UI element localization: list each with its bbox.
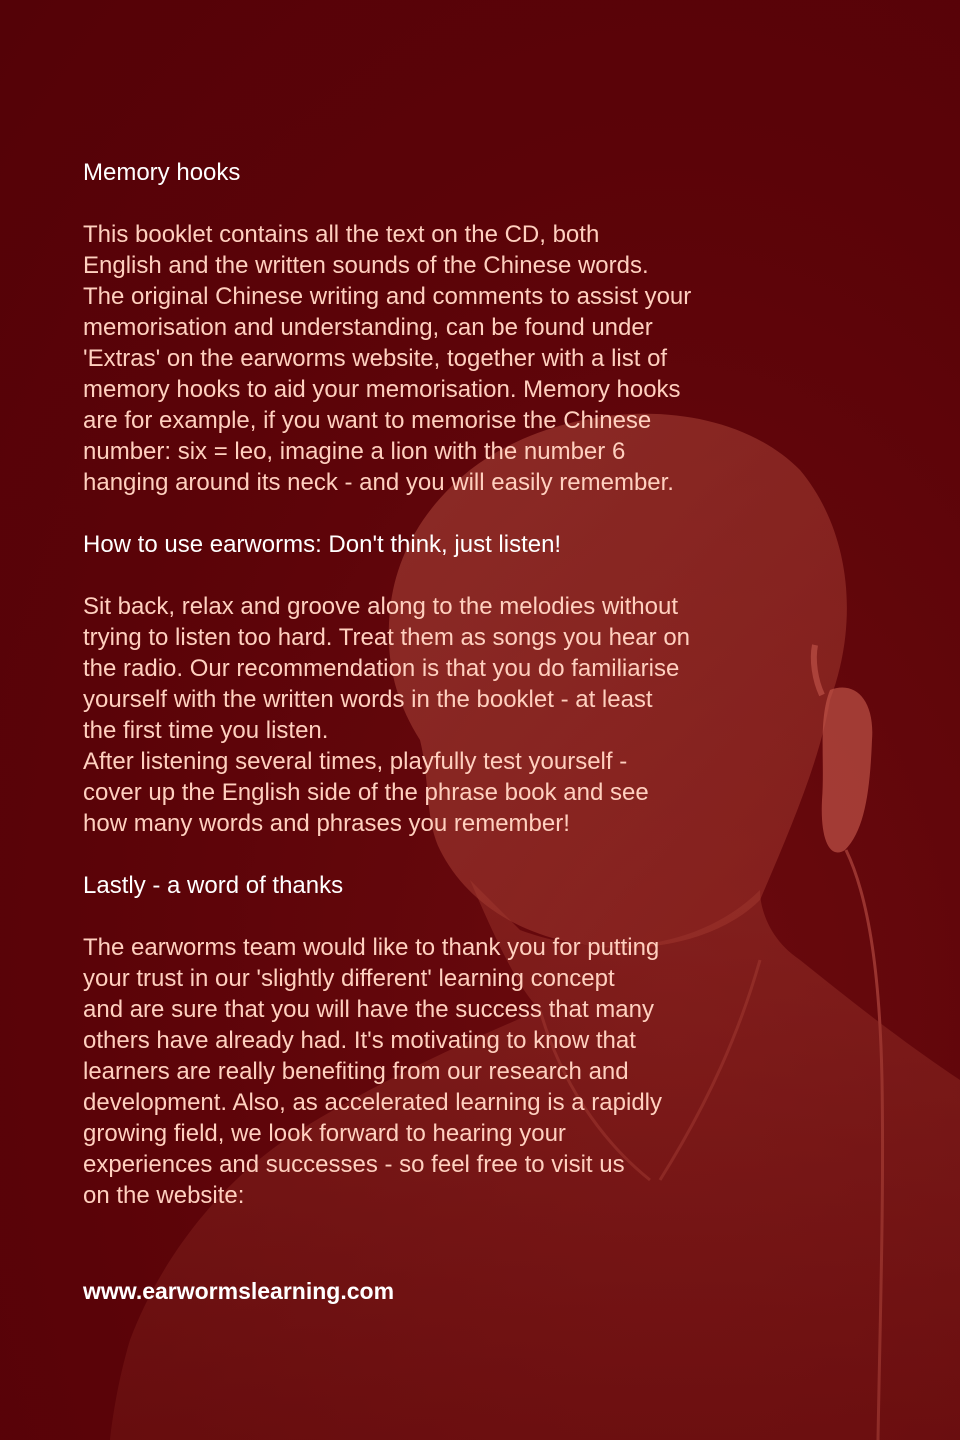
spacer xyxy=(83,188,763,219)
section-heading-thanks: Lastly - a word of thanks xyxy=(83,872,344,899)
spacer xyxy=(83,839,763,870)
section-body-memory-hooks: This booklet contains all the text on the CD, both English and the written sounds of the Chinese words. The original Chinese writing and comments to assist your memorisation and understanding, can be found under 'Extras' on the earworms website, together with a list of memory hooks to aid your memorisation. Memory hooks are for example, if you want to memorise the Chinese number: six = leo, imagine a lion with the number 6 hanging around its neck - and you will easily remember. xyxy=(83,221,692,496)
section-body-thanks: The earworms team would like to thank you for putting your trust in our 'slightly different' learning concept and are sure that you will have the success that many others have already had. It's motivating to know that learners are really benefiting from our research and development. Also, as accelerated learning is a rapidly growing field, we look forward to hearing your experiences and successes - so feel free to visit us on the website: xyxy=(83,934,662,1209)
spacer xyxy=(83,560,763,591)
spacer xyxy=(83,901,763,932)
booklet-text xyxy=(83,157,763,1211)
spacer xyxy=(83,498,763,529)
website-link[interactable]: www.earwormslearning.com xyxy=(83,1278,395,1304)
section-heading-how-to-use: How to use earworms: Don't think, just listen! xyxy=(83,531,562,558)
section-body-how-to-use: Sit back, relax and groove along to the melodies without trying to listen too hard. Treat them as songs you hear on the radio. Our recommendation is that you do familiarise yourself with the written words in the booklet - at least the first time you listen. After listening several times, playfully test yourself - cover up the English side of the phrase book and see how many words and phrases you remember! xyxy=(83,593,691,837)
section-heading-memory-hooks: Memory hooks xyxy=(83,159,241,186)
